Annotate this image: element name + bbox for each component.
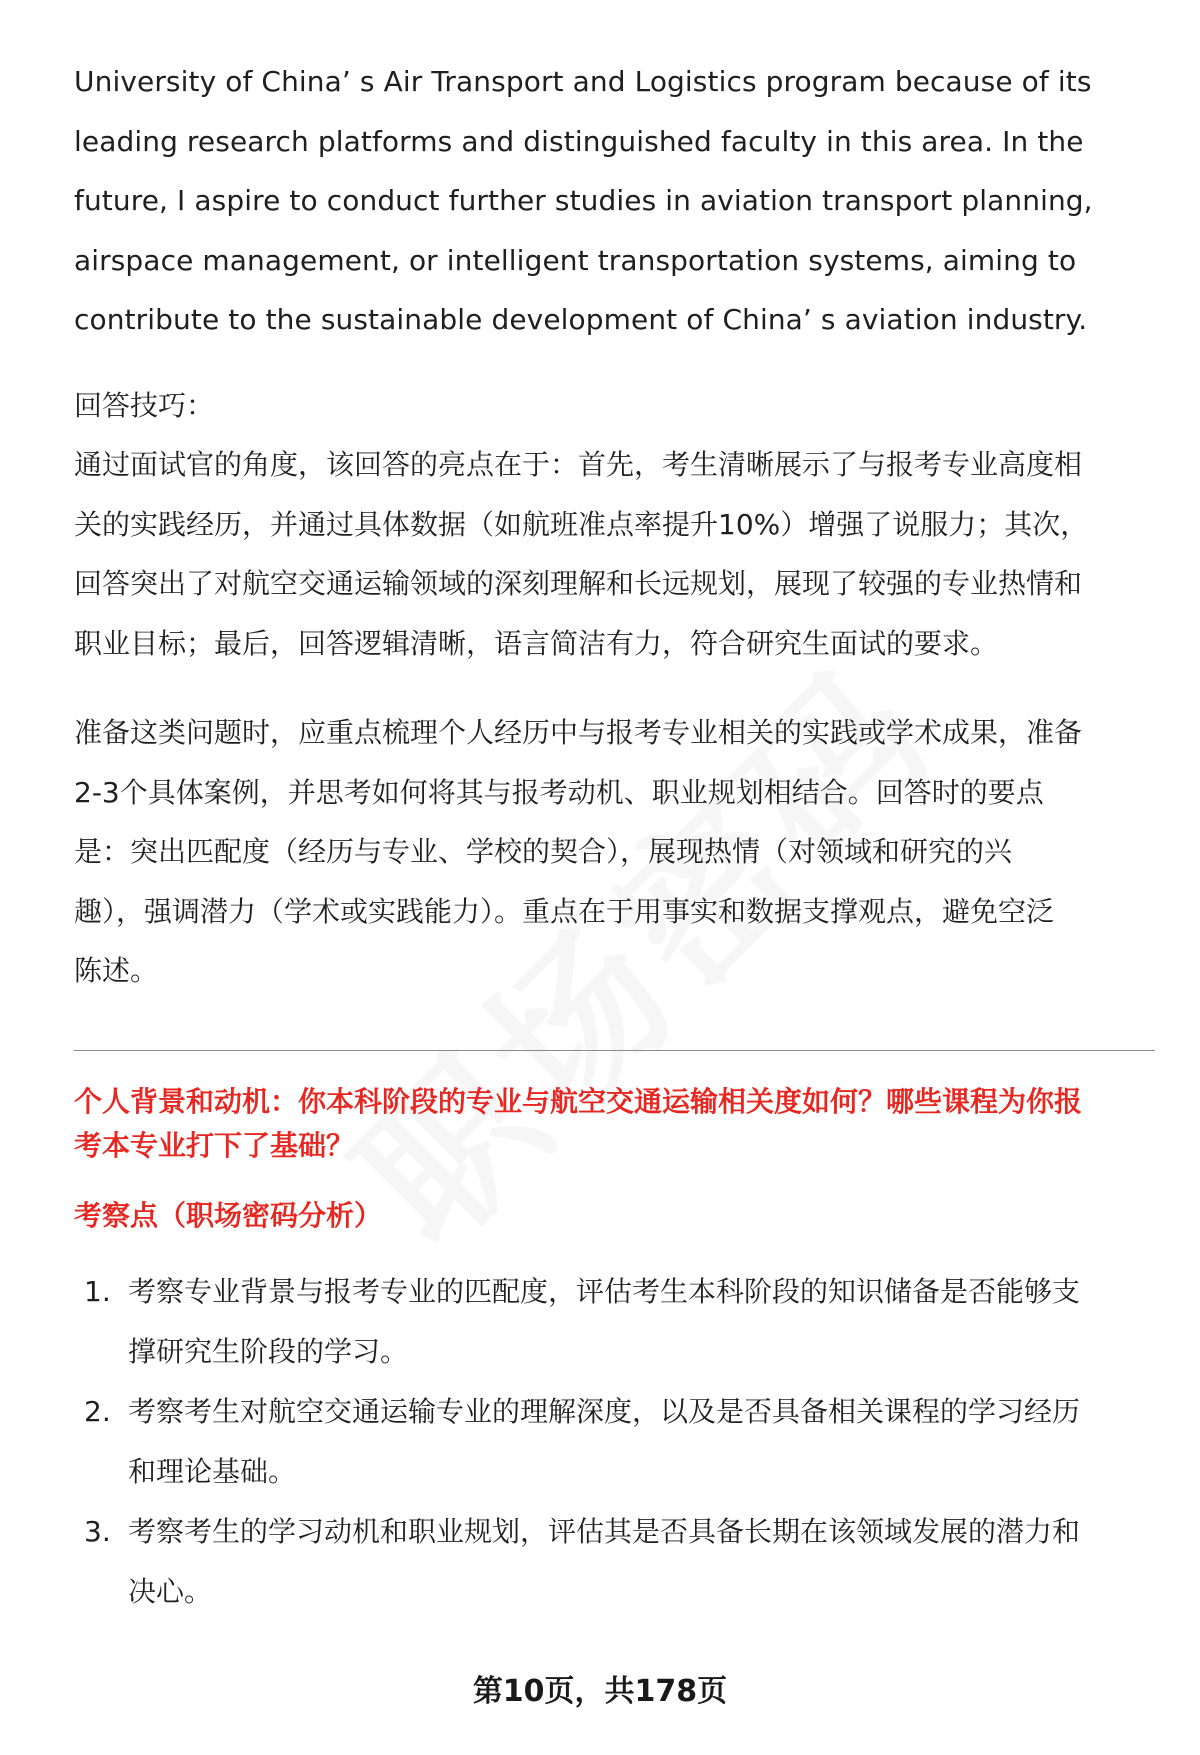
intro-line: airspace management, or intelligent transportation systems, aiming to — [74, 243, 1077, 277]
assessment-points-list — [74, 1262, 1154, 1622]
prep-line: 趣），强调潜力（学术或实践能力）。重点在于用事实和数据支撑观点，避免空泛 — [74, 894, 1055, 928]
intro-line: leading research platforms and distinguished faculty in this area. In the — [74, 124, 1084, 158]
list-number: 3. — [84, 1515, 111, 1548]
prep-line: 准备这类问题时，应重点梳理个人经历中与报考专业相关的实践或学术成果，准备 — [74, 716, 1083, 749]
intro-paragraph — [74, 52, 1154, 350]
page-footer: 第10页，共178页 — [472, 1674, 728, 1709]
question-line: 个人背景和动机：你本科阶段的专业与航空交通运输相关度如何？哪些课程为你报 — [74, 1085, 1083, 1118]
list-item-text — [128, 1382, 1154, 1502]
tips-line: 职业目标；最后，回答逻辑清晰，语言简洁有力，符合研究生面试的要求。 — [74, 626, 999, 660]
list-item-line: 决心。 — [128, 1575, 213, 1608]
prep-line: 2-3个具体案例，并思考如何将其与报考动机、职业规划相结合。回答时的要点 — [74, 775, 1044, 809]
list-number: 2. — [84, 1395, 111, 1428]
list-item-text — [128, 1502, 1154, 1622]
list-item — [74, 1262, 1154, 1382]
intro-line: University of China’ s Air Transport and Logistics program because of its — [74, 65, 1092, 98]
intro-line: contribute to the sustainable development of China’ s aviation industry. — [74, 303, 1088, 336]
section-divider — [74, 1050, 1155, 1051]
intro-line: future, I aspire to conduct further studies in aviation transport planning, — [74, 184, 1093, 217]
list-item-line: 撑研究生阶段的学习。 — [128, 1335, 409, 1368]
prep-paragraph — [74, 703, 1154, 1001]
tips-paragraph — [74, 435, 1154, 673]
prep-line: 是：突出匹配度（经历与专业、学校的契合），展现热情（对领域和研究的兴 — [74, 835, 1013, 868]
main-content — [74, 52, 1154, 1001]
question-heading — [74, 1080, 1154, 1168]
list-item-line: 考察考生的学习动机和职业规划，评估其是否具备长期在该领域发展的潜力和 — [128, 1515, 1081, 1548]
list-item-text — [128, 1262, 1154, 1382]
prep-line: 陈述。 — [74, 954, 159, 987]
tips-line: 关的实践经历，并通过具体数据（如航班准点率提升10%）增强了说服力；其次， — [74, 507, 1089, 541]
tips-label: 回答技巧： — [74, 388, 215, 422]
list-item — [74, 1382, 1154, 1502]
section-title: 考察点（职场密码分析） — [74, 1199, 383, 1232]
list-item-line: 考察考生对航空交通运输专业的理解深度，以及是否具备相关课程的学习经历 — [128, 1395, 1081, 1428]
question-line: 考本专业打下了基础？ — [74, 1129, 355, 1162]
list-item-line: 考察专业背景与报考专业的匹配度，评估考生本科阶段的知识储备是否能够支 — [128, 1275, 1081, 1308]
question-block — [74, 1080, 1154, 1622]
tips-line: 回答突出了对航空交通运输领域的深刻理解和长远规划，展现了较强的专业热情和 — [74, 567, 1083, 600]
tips-line: 通过面试官的角度，该回答的亮点在于：首先，考生清晰展示了与报考专业高度相 — [74, 448, 1083, 481]
list-number: 1. — [84, 1275, 111, 1308]
list-item — [74, 1502, 1154, 1622]
list-item-line: 和理论基础。 — [128, 1455, 297, 1488]
